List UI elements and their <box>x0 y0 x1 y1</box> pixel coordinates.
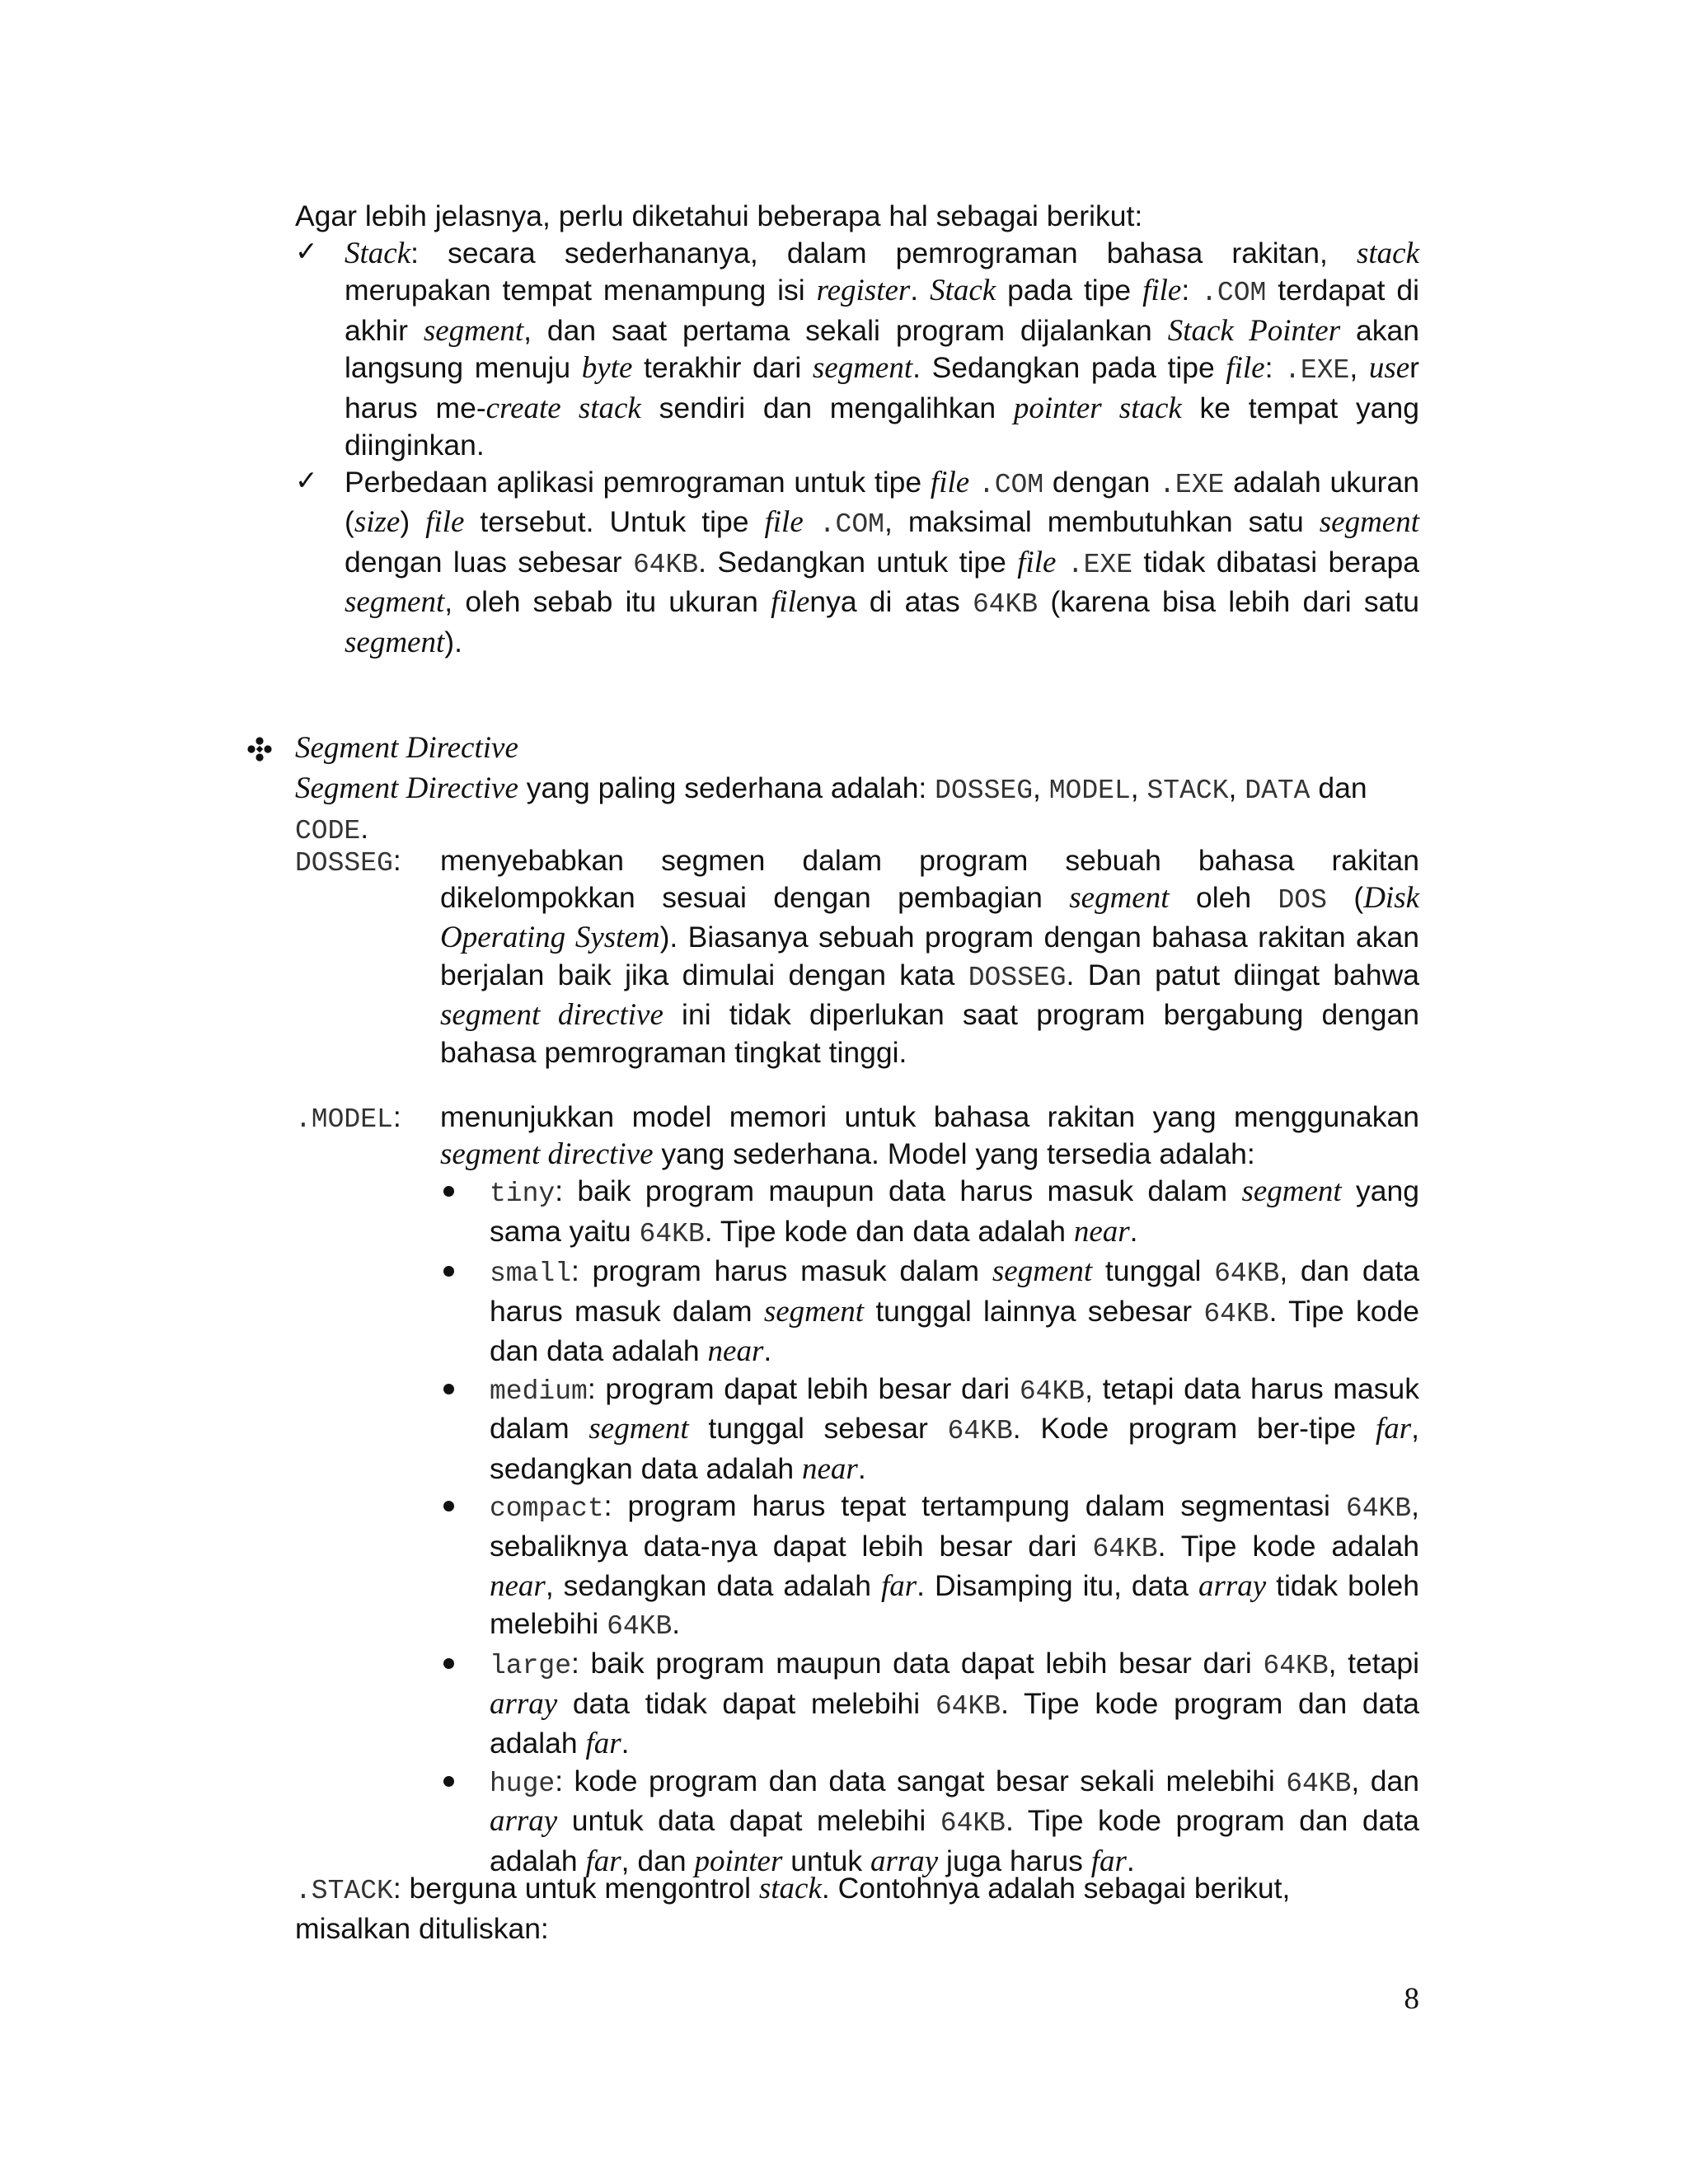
model-label: .MODEL: <box>295 1100 401 1135</box>
intro-section <box>295 198 1419 661</box>
diamond-bullet-icon <box>247 737 272 762</box>
bullet-dot-icon <box>443 1776 454 1787</box>
bullet-dot-icon <box>443 1658 454 1669</box>
list-item-huge: huge: kode program dan data sangat besar sekali melebihi 64KB, dan array untuk data dapat melebihi 64KB. Tipe kode program dan data adalah far, dan pointer untuk array juga harus far. <box>440 1763 1419 1881</box>
checkmark-icon: ✓ <box>295 234 318 267</box>
stack-definition <box>295 1870 1419 1947</box>
list-item-large: large: baik program maupun data dapat lebih besar dari 64KB, tetapi array data tidak dapat melebihi 64KB. Tipe kode program dan data adalah far. <box>440 1645 1419 1763</box>
page-number: 8 <box>1404 1982 1419 2016</box>
intro-lead: Agar lebih jelasnya, perlu diketahui beberapa hal sebagai berikut: <box>295 199 1143 232</box>
bullet-dot-icon <box>443 1266 454 1277</box>
check-item-stack-text: Stack: secara sederhananya, dalam pemrograman bahasa rakitan, stack merupakan tempat menampung isi register. Stack pada tipe file: .COM terdapat di akhir segment, dan saat pertama sekali program dijalankan Stack Pointer akan langsung menuju byte terakhir dari segment. Sedangkan pada tipe file: .EXE, user harus me-create stack sendiri dan mengalihkan pointer stack ke tempat yang diinginkan. <box>345 236 1420 462</box>
segment-directive-intro-text: Segment Directive yang paling sederhana adalah: DOSSEG, MODEL, STACK, DATA dan CODE. <box>295 771 1367 846</box>
check-item-perbedaan <box>295 464 1419 662</box>
list-item-small: small: program harus masuk dalam segment tunggal 64KB, dan data harus masuk dalam segment tunggal lainnya sebesar 64KB. Tipe kode dan data adalah near. <box>440 1253 1419 1371</box>
check-item-stack <box>295 235 1419 464</box>
segment-directive-intro <box>295 770 1419 850</box>
list-item-medium: medium: program dapat lebih besar dari 64KB, tetapi data harus masuk dalam segment tunggal sebesar 64KB. Kode program ber-tipe far, sedangkan data adalah near. <box>440 1371 1419 1488</box>
dosseg-label: DOSSEG: <box>295 844 401 879</box>
memory-model-list <box>440 1173 1419 1880</box>
list-item-compact: compact: program harus tepat tertampung dalam segmentasi 64KB, sebaliknya data-nya dapat lebih besar dari 64KB. Tipe kode adalah near, sedangkan data adalah far. Disamping itu, data array tidak boleh melebihi 64KB. <box>440 1488 1419 1645</box>
check-item-perbedaan-text: Perbedaan aplikasi pemrograman untuk tipe file .COM dengan .EXE adalah ukuran (size) file tersebut. Untuk tipe file .COM, maksimal membutuhkan satu segment dengan luas sebesar 64KB. Sedangkan untuk tipe file .EXE tidak dibatasi berapa segment, oleh sebab itu ukuran filenya di atas 64KB (karena bisa lebih dari satu segment). <box>345 465 1420 659</box>
bullet-dot-icon <box>443 1186 454 1197</box>
list-item-tiny: tiny: baik program maupun data harus masuk dalam segment yang sama yaitu 64KB. Tipe kode dan data adalah near. <box>440 1173 1419 1253</box>
dosseg-description: menyebabkan segmen dalam program sebuah bahasa rakitan dikelompokkan sesuai dengan pembagian segment oleh DOS (Disk Operating System). Biasanya sebuah program dengan bahasa rakitan akan berjalan baik jika dimulai dengan kata DOSSEG. Dan patut diingat bahwa segment directive ini tidak diperlukan saat program bergabung dengan bahasa pemrograman tingkat tinggi. <box>440 844 1420 1069</box>
segment-directive-title: Segment Directive <box>295 731 518 765</box>
bullet-dot-icon <box>443 1501 454 1511</box>
model-description: menunjukkan model memori untuk bahasa rakitan yang menggunakan segment directive yang sederhana. Model yang tersedia adalah: <box>440 1100 1419 1171</box>
model-definition <box>295 1099 1419 1880</box>
dosseg-definition <box>295 842 1419 1071</box>
checkmark-icon: ✓ <box>295 463 318 496</box>
stack-label: .STACK <box>295 1876 393 1906</box>
stack-description: .STACK: berguna untuk mengontrol stack. Contohnya adalah sebagai berikut, misalkan dituliskan: <box>295 1872 1291 1945</box>
bullet-dot-icon <box>443 1384 454 1394</box>
